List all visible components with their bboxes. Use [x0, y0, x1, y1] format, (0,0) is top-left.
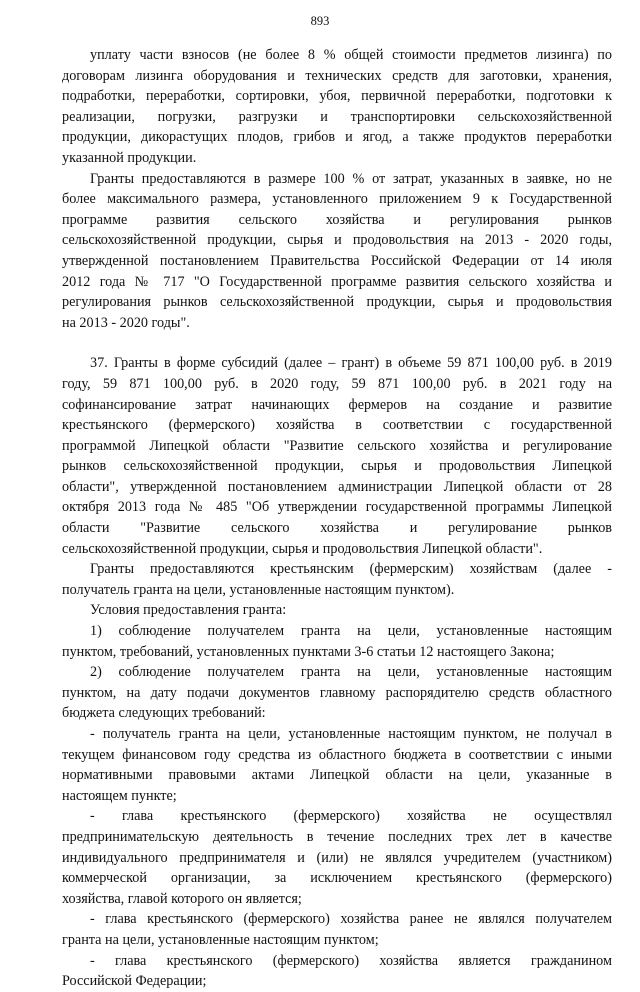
text-line: утвержденной постановлением Правительства Российской Федерации от 14 июля [62, 252, 612, 269]
text-line: Российской Федерации; [62, 973, 207, 990]
text-line: продукции, дикорастущих плодов, грибов и ягод, а также продуктов переработки [62, 129, 612, 146]
text-line: пунктом, на дату подачи документов главному распорядителю средств областного [62, 684, 612, 701]
text-line: гранта на цели, установленные настоящим пунктом; [62, 931, 379, 948]
paragraph [62, 621, 612, 662]
text-line: более максимального размера, установленного приложением 9 к Государственной [62, 191, 612, 208]
text-line: 37. Гранты в форме субсидий (далее – грант) в объеме 59 871 100,00 руб. в 2019 [90, 355, 612, 372]
text-line: 2012 года № 717 "О Государственной программе развития сельского хозяйства и [62, 273, 612, 290]
text-line: коммерческой организации, за исключением крестьянского (фермерского) [62, 870, 612, 887]
text-line: сельскохозяйственной продукции, сырья и продовольствия Липецкой области". [62, 540, 543, 557]
text-line: нормативными правовыми актами Липецкой области на цели, указанные в [62, 767, 612, 784]
document-body [62, 45, 612, 992]
paragraph [62, 600, 612, 621]
text-line: году, 59 871 100,00 руб. в 2020 году, 59 871 100,00 руб. в 2021 году на [62, 375, 612, 392]
text-line: бюджета следующих требований: [62, 705, 266, 722]
text-line: указанной продукции. [62, 149, 197, 166]
text-line: получатель гранта на цели, установленные настоящим пунктом). [62, 581, 455, 598]
text-line: реализации, погрузки, разгрузки и транспортировки сельскохозяйственной [62, 108, 612, 125]
text-line: 2) соблюдение получателем гранта на цели, установленные настоящим [90, 664, 612, 681]
text-line: регулирования рынков сельскохозяйственной продукции, сырья и продовольствия [62, 294, 612, 311]
text-line: 1) соблюдение получателем гранта на цели, установленные настоящим [90, 623, 612, 640]
text-line: рынков сельскохозяйственной продукции, сырья и продовольствия Липецкой [62, 458, 612, 475]
text-line: пунктом, требований, установленных пунктами 3-6 статьи 12 настоящего Закона; [62, 643, 555, 660]
text-line: на 2013 - 2020 годы". [62, 314, 190, 331]
paragraph [62, 559, 612, 600]
text-line: Гранты предоставляются в размере 100 % от затрат, указанных в заявке, но не [90, 170, 612, 187]
text-line: сельскохозяйственной продукции, сырья и продовольствия на 2013 - 2020 годы, [62, 232, 612, 249]
paragraph [62, 353, 612, 559]
text-line: хозяйства, главой которого он является; [62, 890, 302, 907]
paragraph [62, 951, 612, 992]
paragraph [62, 724, 612, 806]
paragraph-spacer [62, 333, 612, 353]
text-line: Условия предоставления гранта: [90, 602, 287, 619]
text-line: - глава крестьянского (фермерского) хозяйства ранее не являлся получателем [90, 911, 612, 928]
text-line: Гранты предоставляются крестьянским (фермерским) хозяйствам (далее - [90, 561, 612, 578]
text-line: подработки, переработки, сортировки, убоя, первичной переработки, подготовки к [62, 88, 612, 105]
page-number: 893 [310, 14, 330, 28]
paragraph [62, 662, 612, 724]
text-line: договорам лизинга оборудования и технических средств для заготовки, хранения, [62, 67, 612, 84]
text-line: крестьянского (фермерского) хозяйства в соответствии с государственной [62, 417, 612, 434]
text-line: области "Развитие сельского хозяйства и регулирование рынков [62, 520, 612, 537]
paragraph [62, 909, 612, 950]
text-line: текущем финансовом году средства из областного бюджета в соответствии с иными [62, 746, 612, 763]
text-line: уплату части взносов (не более 8 % общей стоимости предметов лизинга) по [90, 47, 612, 63]
paragraph [62, 169, 612, 334]
text-line: - глава крестьянского (фермерского) хозяйства является гражданином [90, 952, 612, 969]
text-line: софинансирование затрат начинающих фермеров на создание и развитие [62, 396, 612, 413]
text-line: программой Липецкой области "Развитие сельского хозяйства и регулирование [62, 437, 612, 454]
text-line: программе развития сельского хозяйства и регулирования рынков [62, 211, 612, 228]
text-line: - получатель гранта на цели, установленные настоящим пунктом, не получал в [90, 726, 612, 742]
text-line: - глава крестьянского (фермерского) хозяйства не осуществлял [90, 808, 612, 825]
text-line: индивидуального предпринимателя и (или) не являлся учредителем (участником) [62, 849, 612, 866]
text-line: предпринимательскую деятельность в течение последних трех лет в качестве [62, 828, 612, 845]
text-line: настоящем пункте; [62, 787, 177, 804]
text-line: области", утвержденной постановлением администрации Липецкой области от 28 [62, 478, 612, 495]
paragraph [62, 806, 612, 909]
text-line: октября 2013 года № 485 "Об утверждении государственной программы Липецкой [62, 499, 612, 516]
paragraph [62, 45, 612, 169]
